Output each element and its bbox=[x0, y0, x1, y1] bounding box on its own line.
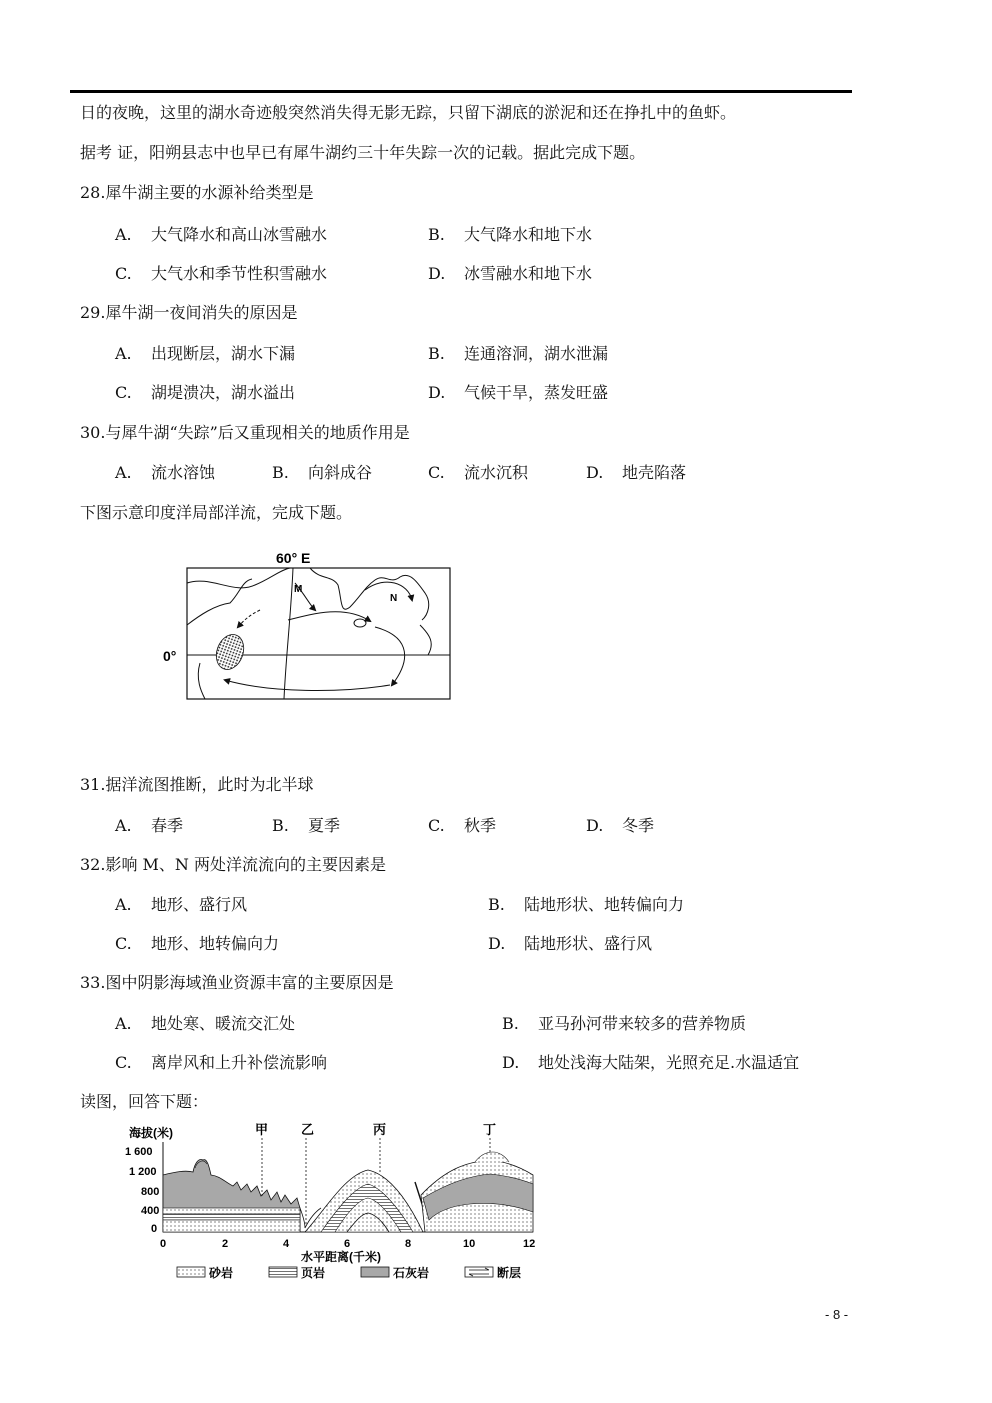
sandstone-layer-left bbox=[163, 1208, 300, 1214]
y-tick: 400 bbox=[141, 1205, 160, 1217]
option-text: 地处寒、暖流交汇处 bbox=[151, 1014, 296, 1033]
sandstone-layer-left-lower bbox=[163, 1220, 300, 1232]
intro-line-1: 日的夜晚，这里的湖水奇迹般突然消失得无影无踪，只留下湖底的淤泥和还在挣扎中的鱼虾。 bbox=[80, 103, 737, 122]
q28-option-c[interactable] bbox=[115, 261, 327, 284]
option-text: 陆地形状、盛行风 bbox=[524, 934, 653, 953]
q32-option-d[interactable] bbox=[488, 931, 652, 954]
option-key: C. bbox=[115, 383, 132, 402]
y-tick: 800 bbox=[141, 1186, 160, 1198]
option-text: 地壳陷落 bbox=[622, 463, 687, 482]
option-text: 秋季 bbox=[464, 816, 497, 835]
y-axis-label: 海拔(米) bbox=[129, 1126, 173, 1140]
section-3-intro: 读图，回答下题： bbox=[80, 1092, 209, 1111]
y-tick: 1 600 bbox=[125, 1146, 153, 1158]
legend-sandstone: 砂岩 bbox=[209, 1266, 234, 1280]
current-arrow-n bbox=[365, 582, 412, 600]
option-key: B. bbox=[428, 344, 445, 363]
legend-sandstone-swatch bbox=[177, 1267, 205, 1277]
q29-option-b[interactable] bbox=[428, 341, 608, 364]
question-31-stem: 31.据洋流图推断，此时为北半球 bbox=[80, 775, 314, 794]
ocean-current-map bbox=[160, 545, 460, 705]
option-key: B. bbox=[272, 463, 289, 482]
x-tick: 12 bbox=[523, 1238, 536, 1250]
q28-option-b[interactable] bbox=[428, 222, 592, 245]
point-jia: 甲 bbox=[255, 1122, 269, 1137]
geologic-profile bbox=[125, 1120, 545, 1285]
header-rule bbox=[70, 90, 852, 93]
option-key: A. bbox=[115, 344, 132, 363]
x-tick: 6 bbox=[344, 1238, 351, 1250]
y-tick: 1 200 bbox=[129, 1166, 157, 1178]
option-key: A. bbox=[115, 225, 132, 244]
option-key: A. bbox=[115, 1014, 132, 1033]
option-key: D. bbox=[586, 463, 604, 482]
q33-option-b[interactable] bbox=[502, 1011, 746, 1034]
option-text: 大气降水和地下水 bbox=[464, 225, 593, 244]
q31-option-b[interactable] bbox=[272, 813, 340, 836]
legend-shale: 页岩 bbox=[301, 1266, 326, 1280]
x-tick: 8 bbox=[405, 1238, 412, 1250]
option-key: C. bbox=[115, 264, 132, 283]
option-text: 气候干旱，蒸发旺盛 bbox=[464, 383, 609, 402]
option-key: D. bbox=[488, 934, 506, 953]
q29-option-c[interactable] bbox=[115, 380, 295, 403]
option-text: 湖堤溃决，湖水溢出 bbox=[151, 383, 296, 402]
label-n: N bbox=[390, 593, 398, 604]
sri-lanka-island bbox=[354, 619, 366, 627]
point-ding: 丁 bbox=[483, 1122, 497, 1137]
option-text: 大气水和季节性积雪融水 bbox=[151, 264, 328, 283]
coastline-southeast-asia bbox=[420, 625, 431, 655]
label-m: M bbox=[294, 584, 303, 595]
question-33-stem: 33.图中阴影海域渔业资源丰富的主要原因是 bbox=[80, 973, 394, 992]
legend-limestone-swatch bbox=[361, 1267, 389, 1277]
x-tick: 10 bbox=[463, 1238, 476, 1250]
option-key: A. bbox=[115, 816, 132, 835]
option-text: 冰雪融水和地下水 bbox=[464, 264, 593, 283]
x-axis-label: 水平距离(千米) bbox=[301, 1250, 381, 1264]
option-text: 大气降水和高山冰雪融水 bbox=[151, 225, 328, 244]
page-number: - 8 - bbox=[825, 1307, 849, 1322]
shaded-fishing-area bbox=[212, 631, 249, 674]
option-key: D. bbox=[428, 383, 446, 402]
coastline-africa-south bbox=[198, 663, 205, 699]
option-key: B. bbox=[272, 816, 289, 835]
option-key: A. bbox=[115, 895, 132, 914]
current-arrow-south-equatorial bbox=[225, 680, 390, 690]
option-text: 夏季 bbox=[308, 816, 341, 835]
shale-layer-left bbox=[163, 1214, 300, 1220]
x-tick: 4 bbox=[283, 1238, 290, 1250]
equator-label: 0° bbox=[163, 648, 177, 664]
q30-option-d[interactable] bbox=[586, 460, 686, 483]
intro-line-2: 据考 证，阳朔县志中也早已有犀牛湖约三十年失踪一次的记载。据此完成下题。 bbox=[80, 143, 646, 162]
current-arrow-somali bbox=[238, 610, 260, 627]
option-key: C. bbox=[115, 934, 132, 953]
legend-fault-swatch bbox=[465, 1267, 493, 1277]
option-key: D. bbox=[586, 816, 604, 835]
x-tick: 0 bbox=[160, 1238, 167, 1250]
q33-option-c[interactable] bbox=[115, 1050, 327, 1073]
option-key: D. bbox=[428, 264, 446, 283]
option-text: 陆地形状、地转偏向力 bbox=[524, 895, 685, 914]
q31-option-d[interactable] bbox=[586, 813, 654, 836]
q28-option-d[interactable] bbox=[428, 261, 592, 284]
q30-option-a[interactable] bbox=[115, 460, 215, 483]
q33-option-a[interactable] bbox=[115, 1011, 295, 1034]
legend-shale-swatch bbox=[269, 1267, 297, 1277]
question-28-stem: 28.犀牛湖主要的水源补给类型是 bbox=[80, 183, 314, 202]
option-text: 地形、地转偏向力 bbox=[151, 934, 280, 953]
q32-option-a[interactable] bbox=[115, 892, 247, 915]
option-key: B. bbox=[428, 225, 445, 244]
option-key: C. bbox=[115, 1053, 132, 1072]
x-tick: 2 bbox=[222, 1238, 229, 1250]
option-text: 地处浅海大陆架，光照充足.水温适宜 bbox=[538, 1053, 800, 1072]
question-29-stem: 29.犀牛湖一夜间消失的原因是 bbox=[80, 303, 298, 322]
q31-option-a[interactable] bbox=[115, 813, 183, 836]
option-text: 冬季 bbox=[622, 816, 655, 835]
option-text: 出现断层，湖水下漏 bbox=[151, 344, 296, 363]
option-text: 流水溶蚀 bbox=[151, 463, 216, 482]
option-text: 流水沉积 bbox=[464, 463, 529, 482]
q32-option-c[interactable] bbox=[115, 931, 279, 954]
question-30-stem: 30.与犀牛湖“失踪”后又重现相关的地质作用是 bbox=[80, 423, 410, 442]
q31-option-c[interactable] bbox=[428, 813, 496, 836]
section-2-intro: 下图示意印度洋局部洋流，完成下题。 bbox=[80, 503, 353, 522]
option-key: C. bbox=[428, 816, 445, 835]
coastline-africa-east bbox=[187, 579, 252, 625]
option-text: 亚马孙河带来较多的营养物质 bbox=[538, 1014, 747, 1033]
q30-option-b[interactable] bbox=[272, 460, 372, 483]
current-arrow-east-loop bbox=[375, 627, 405, 685]
q30-option-c[interactable] bbox=[428, 460, 528, 483]
option-text: 春季 bbox=[151, 816, 184, 835]
meridian-60e bbox=[284, 568, 293, 699]
point-bing: 丙 bbox=[373, 1122, 387, 1137]
lon-label: 60° E bbox=[276, 550, 311, 566]
q28-option-a[interactable] bbox=[115, 222, 327, 245]
option-key: B. bbox=[502, 1014, 519, 1033]
option-text: 连通溶洞，湖水泄漏 bbox=[464, 344, 609, 363]
q29-option-a[interactable] bbox=[115, 341, 295, 364]
y-tick: 0 bbox=[151, 1223, 158, 1235]
summit-ding bbox=[475, 1152, 509, 1162]
q33-option-d[interactable] bbox=[502, 1050, 799, 1073]
option-text: 向斜成谷 bbox=[308, 463, 373, 482]
question-32-stem: 32.影响 M、N 两处洋流流向的主要因素是 bbox=[80, 855, 387, 874]
option-key: A. bbox=[115, 463, 132, 482]
option-key: B. bbox=[488, 895, 505, 914]
legend-limestone: 石灰岩 bbox=[393, 1266, 430, 1280]
option-text: 离岸风和上升补偿流影响 bbox=[151, 1053, 328, 1072]
point-yi: 乙 bbox=[301, 1122, 315, 1137]
option-key: C. bbox=[428, 463, 445, 482]
q29-option-d[interactable] bbox=[428, 380, 608, 403]
option-text: 地形、盛行风 bbox=[151, 895, 248, 914]
q32-option-b[interactable] bbox=[488, 892, 684, 915]
legend-fault: 断层 bbox=[497, 1266, 522, 1280]
option-key: D. bbox=[502, 1053, 520, 1072]
map-frame bbox=[187, 568, 450, 699]
coastline-north-africa bbox=[187, 568, 290, 588]
